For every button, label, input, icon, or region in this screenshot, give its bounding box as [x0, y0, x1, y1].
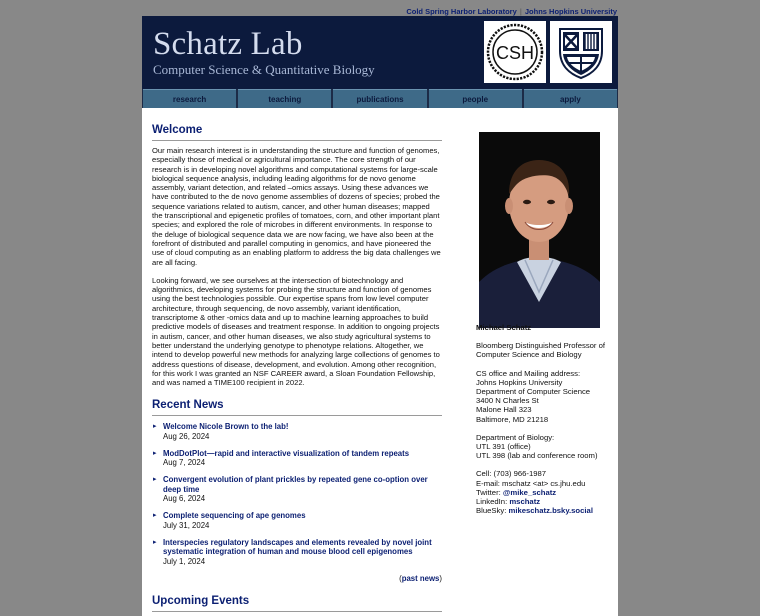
twitter-row — [476, 488, 612, 497]
nav-people[interactable]: people — [429, 89, 522, 108]
profile-sidebar — [476, 323, 612, 515]
address-line: Malone Hall 323 — [476, 405, 532, 415]
top-links-separator: | — [519, 7, 522, 16]
profile-title: Bloomberg Distinguished Professor of Computer Science and Biology — [476, 341, 606, 360]
news-date: July 1, 2024 — [163, 556, 206, 566]
news-item — [152, 511, 442, 531]
linkedin-label: LinkedIn: — [476, 497, 510, 507]
lab-title[interactable]: Schatz Lab — [153, 26, 303, 62]
news-item — [152, 538, 442, 567]
header-banner — [142, 16, 618, 89]
news-list — [152, 422, 442, 567]
news-item — [152, 475, 442, 504]
address-label: CS office and Mailing address: — [476, 368, 581, 378]
bluesky-label: BlueSky: — [476, 506, 509, 516]
news-link[interactable]: ModDotPlot—rapid and interactive visualization of tandem repeats — [163, 448, 410, 458]
address-line: Department of Computer Science — [476, 387, 591, 397]
profile-name: Michael Schatz — [476, 323, 532, 332]
past-news-link[interactable]: past news — [401, 573, 440, 583]
news-item — [152, 422, 442, 442]
csh-logo-text: CSH — [495, 43, 535, 63]
welcome-paragraph-1: Our main research interest is in understanding the structure and function of genomes, especially those of medical or agricultural importance. The core strength of our research is in developing novel algorithms and computational systems for large-scale biological sequence analysis, including leading algorithms for de novo genome assembly, variant detection, and related –omics assays. Using these advances we have contributed to the de novo genome assemblies of dozens of species; probed the sequence variations related to autism, cancer, and other human diseases; mapped the transcriptional and epigenetic profiles of tomatoes, corn, and other important plant species; and explored the role of microbes in different environments. In response to the deluge of biological sequence data we are now facing, we have also been at the forefront of distributed and parallel computing in genomics, and have pioneered the use of cloud computing as an enabling platform to address the big data challenges we are all facing. — [152, 146, 441, 267]
past-news-open-paren: ( — [399, 573, 402, 583]
nav-research[interactable]: research — [143, 89, 236, 108]
nav-publications[interactable]: publications — [333, 89, 426, 108]
bluesky-row — [476, 506, 612, 515]
linkedin-row — [476, 497, 612, 506]
mailing-address — [476, 369, 612, 424]
main-content — [152, 124, 442, 612]
contact-info — [476, 469, 612, 515]
main-nav — [142, 89, 618, 108]
news-date: Aug 6, 2024 — [163, 494, 206, 504]
welcome-paragraph-2: Looking forward, we see ourselves at the intersection of biotechnology and algorithmics, developing systems for probing the structure and function of genomes using the best technologies possible. Our expertise spans from low level computer architecture, through sequencing, de novo assembly, variant identification, transcriptome & other -omics data and up to machine learning approaches to build predictive models of diseases and treatment response. In addition to ongoing projects in autism, cancer, and other human diseases, we also study agricultural systems to better understand the underlying genotype to phenotype relations. Altogether, we intend to develop powerful new methods for analyzing large collections of genomes to address questions of disease, development, and evolution. Among other recognition, for this work I was granted an NSF CAREER award, a Sloan Foundation Fellowship, and was named a TIME100 recipient in 2022. — [152, 275, 440, 388]
address-line: 3400 N Charles St — [476, 396, 539, 406]
nav-apply[interactable]: apply — [524, 89, 617, 108]
email: E-mail: mschatz <at> cs.jhu.edu — [476, 478, 586, 488]
top-links — [406, 7, 617, 16]
news-link[interactable]: Convergent evolution of plant prickles by repeated gene co-option over deep time — [163, 475, 428, 494]
address-line: Baltimore, MD 21218 — [476, 414, 549, 424]
page-container — [142, 16, 618, 616]
nav-teaching[interactable]: teaching — [238, 89, 331, 108]
jhu-shield-logo[interactable] — [550, 21, 612, 83]
bullet-icon: ▸ — [153, 538, 157, 546]
news-date: July 31, 2024 — [163, 520, 210, 530]
address-line: Johns Hopkins University — [476, 377, 563, 387]
upcoming-events-heading: Upcoming Events — [152, 595, 442, 612]
past-news — [152, 574, 442, 583]
biology-label: Department of Biology: — [476, 432, 555, 442]
news-link[interactable]: Interspecies regulatory landscapes and elements revealed by novel joint systematic integration of human and mouse blood cell epigenomes — [163, 537, 432, 557]
news-date: Aug 7, 2024 — [163, 458, 206, 468]
linkedin-link[interactable]: mschatz — [509, 497, 541, 507]
bluesky-link[interactable]: mikeschatz.bsky.social — [508, 506, 593, 516]
profile-photo — [479, 132, 600, 328]
lab-subtitle: Computer Science & Quantitative Biology — [153, 62, 375, 77]
bullet-icon: ▸ — [153, 423, 157, 431]
bullet-icon: ▸ — [153, 449, 157, 457]
past-news-close-paren: ) — [439, 573, 442, 583]
csh-link[interactable]: Cold Spring Harbor Laboratory — [406, 7, 517, 16]
jhu-link[interactable]: Johns Hopkins University — [524, 7, 617, 16]
news-item — [152, 449, 442, 469]
bullet-icon: ▸ — [153, 512, 157, 520]
news-date: Aug 26, 2024 — [163, 431, 210, 441]
news-link[interactable]: Welcome Nicole Brown to the lab! — [163, 422, 289, 432]
csh-logo[interactable] — [484, 21, 546, 83]
biology-lab: UTL 398 (lab and conference room) — [476, 451, 598, 461]
twitter-label: Twitter: — [476, 487, 503, 497]
twitter-link[interactable]: @mike_schatz — [502, 487, 557, 497]
biology-address — [476, 433, 612, 461]
biology-office: UTL 391 (office) — [476, 442, 531, 452]
welcome-heading: Welcome — [152, 124, 442, 141]
news-link[interactable]: Complete sequencing of ape genomes — [163, 511, 306, 521]
cell-phone: Cell: (703) 966-1987 — [476, 469, 547, 479]
bullet-icon: ▸ — [153, 476, 157, 484]
recent-news-heading: Recent News — [152, 399, 442, 416]
